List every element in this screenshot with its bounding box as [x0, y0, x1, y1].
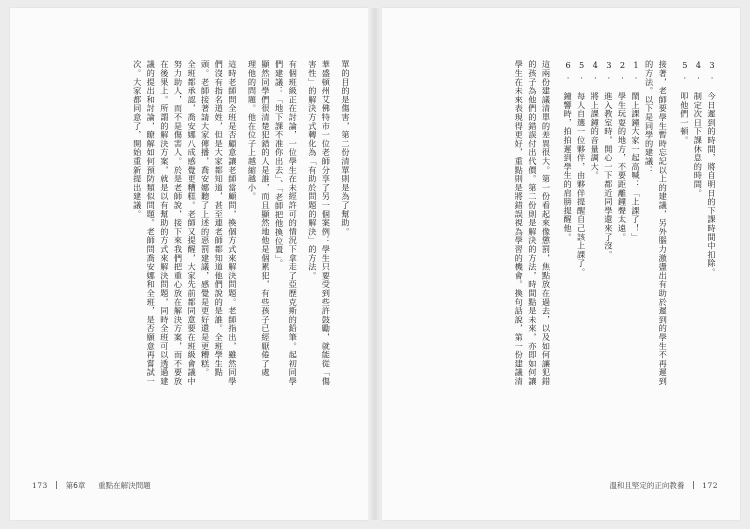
paragraph	[338, 60, 352, 460]
list-item: 3. 今日遲到的時間，將自明日的下課時間中扣除。	[707, 60, 717, 277]
text-line: 接著，老師要學生暫時忘記以上的建議，另外腦力激盪出有助於遲到的學生不再遲到	[658, 60, 669, 386]
text-line: 理他的問題。他在位子上越縮越小。	[247, 60, 258, 201]
text-line: 的孩子為他們的錯誤付出代價。第二份則是解決的方法，時間點是未來，亦即如何讓	[527, 60, 538, 386]
book-title: 溫和且堅定的正向教養	[609, 481, 685, 490]
left-page	[10, 8, 368, 520]
text-line: 們建議：「地下課不准你出去」、「老師把他換位置」。	[274, 60, 285, 268]
paragraph	[305, 60, 332, 460]
text-line: 單的目的是傷害，第二份清單則是為了幫助。	[341, 60, 351, 236]
text-line: 學生在未來表現得更好，重點則是將錯誤視為學習的機會。換句話說，第一份建議清	[514, 60, 525, 386]
text-line: 次。大家都同意了，開始重新提出建議。	[132, 60, 143, 219]
list-item: 5. 叩他們一頓。	[679, 60, 690, 145]
chapter-label: 第6章	[65, 481, 86, 490]
text-line: 頭。老師接著請大家傳播，喬安娜聽了上述的惡罰建議，感覺是更好還是更糟糕。	[200, 60, 211, 377]
paragraph	[130, 60, 239, 460]
footer-divider	[693, 481, 694, 489]
text-line: 這時老師問全班是否顧意讓老師當顧問，換個方式來解決問題。老師指出，雖然同學	[227, 60, 238, 386]
text-line: 的方法。以下是同學的建議：	[644, 60, 655, 175]
list-item: 2. 學生玩耍的地方，不要距離鐘聲太遠。	[617, 60, 628, 242]
list-item: 3. 進入教室時，開心一下都近同學還來了沒。	[603, 60, 614, 259]
left-page-footer	[32, 480, 151, 491]
text-line: 有個班級正在討論，一位學生在未經許可的情況下拿走了亞歷克斯的鉛筆。起初同學	[288, 60, 299, 386]
text-line: 顯然同學們很清楚犯錯的人是誰，而且顯然地他是個累犯，有些孩子已經厭倦了處	[261, 60, 272, 377]
right-page	[382, 8, 740, 520]
text-line: 全班都承認，喬安娜八成感覺更糟糕。老師又提醒，大家先前都同意要在班級會議中	[187, 60, 198, 386]
page-number: 173	[32, 481, 48, 490]
right-page-text	[512, 60, 718, 460]
left-page-text	[130, 60, 352, 460]
right-page-footer	[609, 480, 718, 491]
book-gutter	[368, 8, 382, 520]
list-item: 1. 鬧上課鐘大家一起高喊：「上課了！」	[631, 60, 642, 242]
text-line: 們沒有指名道姓，但是大家都知道，甚至連老師都知道他們說的是誰。全班學生點	[214, 60, 225, 377]
text-line: 華盛頓州艾佛特市一位老師分享了另一個案例：學生只要受到些許鼓勵，就能從「傷	[321, 60, 332, 386]
text-line: 害性」的解決方式轉化為「有助於問題的解決」的方法。	[307, 60, 318, 280]
paragraph	[512, 60, 553, 460]
paragraph	[642, 60, 669, 460]
text-line: 努力助人，而不是傷害人。於是老師說，接下來我們把重心放在解決方案，而不要放	[173, 60, 184, 386]
text-line: 這兩份建議清單的差異很大。第一份看起來像懲罰，焦點放在過去，以及如何讓犯錯	[541, 60, 552, 386]
page-number: 172	[702, 481, 718, 490]
text-line: 在後果上。所謂的解決方案，就是以有幫助的方式來解決問題，同時全班可以透過建	[159, 60, 170, 386]
list-item: 6. 鐘響時，拍拍遲到學生的肩膀提醒他。	[563, 60, 574, 242]
list-item: 4. 將上課鐘的音量調大。	[590, 60, 601, 180]
list-item: 4. 制定次日下課休息的時間。	[693, 60, 704, 198]
chapter-title: 重點在解決問題	[98, 481, 151, 490]
footer-divider	[56, 481, 57, 489]
paragraph	[245, 60, 299, 460]
list-item: 5. 每人自選一位夥伴，由夥伴提醒自己該上課了。	[576, 60, 587, 277]
text-line: 議的提出和討論，瞭解如何預防類似問題。老師問喬安娜和全班，是否願意再嘗試一	[146, 60, 157, 386]
